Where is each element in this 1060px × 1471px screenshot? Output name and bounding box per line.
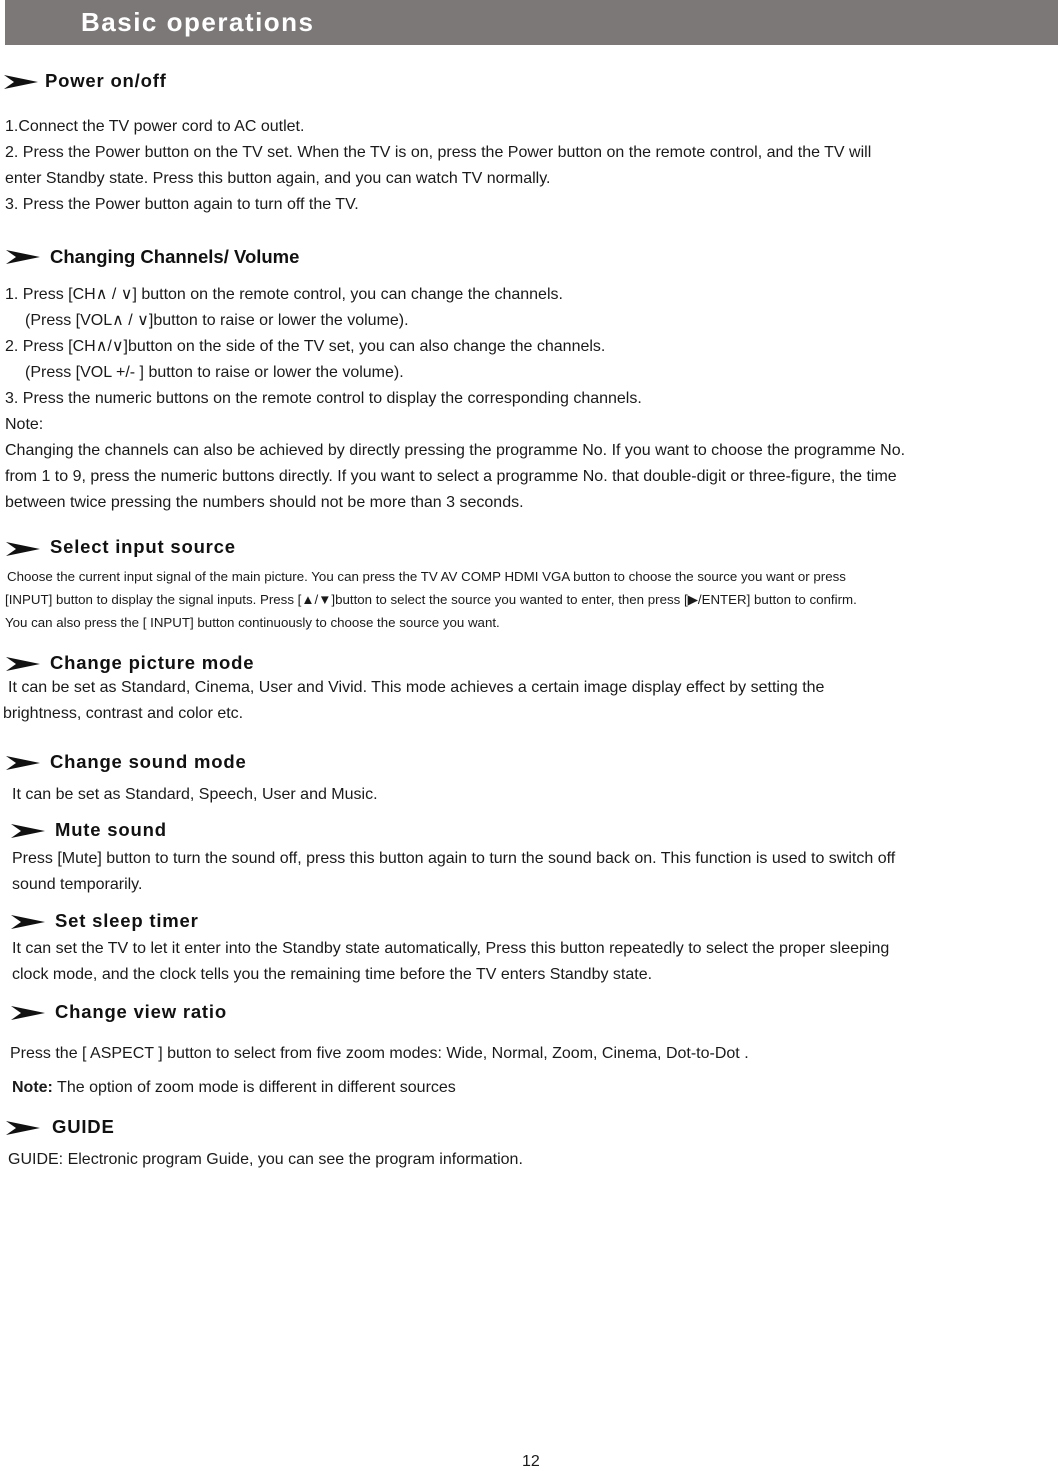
power-line-4: 3. Press the Power button again to turn off the TV. bbox=[5, 196, 359, 213]
section-heading-mute: Mute sound bbox=[55, 819, 167, 840]
input-line-1: Choose the current input signal of the main picture. You can press the TV AV COMP HDMI VGA button to choose the source you want or press bbox=[7, 569, 846, 584]
sleep-line-2: clock mode, and the clock tells you the remaining time before the TV enters Standby state. bbox=[12, 966, 653, 983]
arrow-marker-icon bbox=[10, 1005, 46, 1021]
arrow-marker-icon bbox=[10, 914, 46, 930]
power-line-2: 2. Press the Power button on the TV set. When the TV is on, press the Power button on the remote control, and the TV will bbox=[5, 144, 872, 161]
page-number: 12 bbox=[522, 1453, 540, 1470]
picture-line-1: It can be set as Standard, Cinema, User and Vivid. This mode achieves a certain image display effect by setting the bbox=[8, 679, 825, 696]
picture-line-2: brightness, contrast and color etc. bbox=[3, 705, 244, 722]
mute-line-1: Press [Mute] button to turn the sound off, press this button again to turn the sound back on. This function is used to switch off bbox=[12, 850, 896, 867]
page-title: Basic operations bbox=[81, 7, 315, 37]
mute-line-2: sound temporarily. bbox=[12, 876, 143, 893]
arrow-marker-icon bbox=[5, 249, 41, 265]
channels-line-2: (Press [VOL∧ / ∨]button to raise or lower the volume). bbox=[25, 312, 409, 329]
arrow-marker-icon bbox=[5, 656, 41, 672]
channels-line-6: Changing the channels can also be achieved by directly pressing the programme No. If you want to choose the programme No. bbox=[5, 442, 906, 459]
header-bar bbox=[5, 0, 1058, 45]
channels-line-5: 3. Press the numeric buttons on the remote control to display the corresponding channels. bbox=[5, 390, 642, 407]
section-heading-sound: Change sound mode bbox=[50, 751, 247, 772]
channels-line-3: 2. Press [CH∧/∨]button on the side of the TV set, you can also change the channels. bbox=[5, 338, 606, 355]
channels-line-7: from 1 to 9, press the numeric buttons directly. If you want to select a programme No. that double-digit or three-figure, the time bbox=[5, 468, 897, 485]
channels-line-4: (Press [VOL +/- ] button to raise or lower the volume). bbox=[25, 364, 404, 381]
section-heading-ratio: Change view ratio bbox=[55, 1001, 227, 1022]
arrow-marker-icon bbox=[5, 541, 41, 557]
section-heading-picture: Change picture mode bbox=[50, 652, 255, 673]
arrow-marker-icon bbox=[5, 755, 41, 771]
sound-line-1: It can be set as Standard, Speech, User and Music. bbox=[12, 786, 378, 803]
arrow-marker-icon bbox=[3, 74, 39, 90]
guide-line-1: GUIDE: Electronic program Guide, you can see the program information. bbox=[8, 1151, 523, 1168]
arrow-marker-icon bbox=[5, 1120, 41, 1136]
channels-note-label: Note: bbox=[5, 416, 44, 433]
ratio-note-text: The option of zoom mode is different in different sources bbox=[52, 1079, 456, 1096]
section-heading-power: Power on/off bbox=[45, 70, 167, 91]
section-heading-input: Select input source bbox=[50, 536, 236, 557]
section-heading-guide: GUIDE bbox=[52, 1116, 115, 1137]
ratio-note bbox=[12, 1078, 456, 1098]
channels-line-8: between twice pressing the numbers should not be more than 3 seconds. bbox=[5, 494, 524, 511]
arrow-marker-icon bbox=[10, 823, 46, 839]
power-line-3: enter Standby state. Press this button again, and you can watch TV normally. bbox=[5, 170, 551, 187]
ratio-line-1: Press the [ ASPECT ] button to select from five zoom modes: Wide, Normal, Zoom, Cinema, Dot-to-Dot . bbox=[10, 1045, 749, 1062]
power-line-1: 1.Connect the TV power cord to AC outlet. bbox=[5, 118, 305, 135]
input-line-2: [INPUT] button to display the signal inputs. Press [▲/▼]button to select the source you wanted to enter, then press [▶/ENTER] button to confirm. bbox=[5, 592, 857, 607]
channels-line-1: 1. Press [CH∧ / ∨] button on the remote control, you can change the channels. bbox=[5, 286, 563, 303]
section-heading-channels: Changing Channels/ Volume bbox=[50, 246, 300, 267]
input-line-3: You can also press the [ INPUT] button continuously to choose the source you want. bbox=[5, 615, 500, 630]
sleep-line-1: It can set the TV to let it enter into the Standby state automatically, Press this button repeatedly to select the proper sleeping bbox=[12, 940, 890, 957]
section-heading-sleep: Set sleep timer bbox=[55, 910, 199, 931]
ratio-note-label: Note: bbox=[12, 1079, 53, 1096]
